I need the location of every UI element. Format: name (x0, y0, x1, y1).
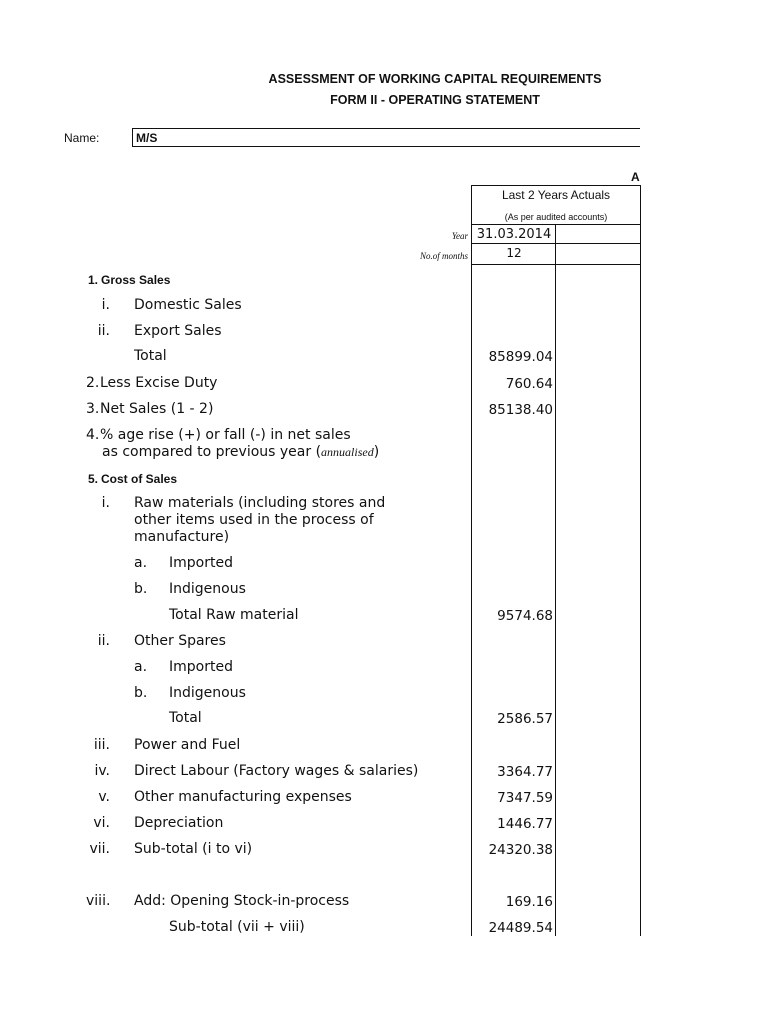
alpha-marker: b. (134, 581, 148, 597)
row-num: 1. (88, 273, 99, 287)
row-label: Other manufacturing expenses (134, 789, 352, 805)
annualised-note: annualised (321, 445, 374, 459)
row-label-part: as compared to previous year ( (102, 444, 322, 460)
column-letter: A (631, 170, 640, 184)
roman-numeral: vii. (89, 841, 110, 857)
row-label-continued (102, 444, 379, 460)
row-label: other items used in the process of (134, 512, 374, 528)
row-label: Indigenous (169, 685, 246, 701)
form-subtitle: FORM II - OPERATING STATEMENT (330, 93, 540, 107)
cell-value[interactable]: 9574.68 (497, 608, 553, 624)
column-subheader: (As per audited accounts) (504, 212, 608, 222)
cell-value[interactable]: 2586.57 (497, 711, 553, 727)
months-label: No.of months (419, 251, 468, 261)
row-label: manufacture) (134, 529, 230, 545)
alpha-marker: b. (134, 685, 148, 701)
name-value: M/S (136, 131, 158, 145)
cell-value[interactable]: 24320.38 (488, 842, 553, 858)
cell-value[interactable]: 85138.40 (488, 402, 553, 418)
name-field[interactable] (132, 128, 640, 147)
cell-value[interactable]: 169.16 (505, 894, 553, 910)
roman-numeral: viii. (86, 893, 111, 909)
row-label: Imported (169, 659, 233, 675)
row-label-part: ) (373, 444, 380, 460)
row-label: Depreciation (134, 815, 224, 831)
alpha-marker: a. (134, 555, 148, 571)
roman-numeral: ii. (97, 633, 110, 649)
grid-line-middle (555, 224, 556, 936)
row-label: Domestic Sales (134, 297, 242, 313)
row-label: Total (169, 710, 202, 726)
row-label: Sub-total (vii + viii) (169, 919, 305, 935)
cell-value[interactable]: 3364.77 (497, 764, 553, 780)
roman-numeral: vi. (93, 815, 110, 831)
row-label: % age rise (+) or fall (-) in net sales (100, 427, 351, 443)
roman-numeral: v. (98, 789, 110, 805)
roman-numeral: ii. (97, 323, 110, 339)
row-label: Imported (169, 555, 233, 571)
roman-numeral: i. (101, 297, 110, 313)
cell-value[interactable]: 760.64 (505, 376, 553, 392)
cell-value[interactable]: 85899.04 (488, 349, 553, 365)
roman-numeral: iii. (93, 737, 110, 753)
section-label: Gross Sales (101, 273, 171, 287)
row-label: Export Sales (134, 323, 222, 339)
roman-numeral: iv. (94, 763, 110, 779)
column-header: Last 2 Years Actuals (501, 188, 611, 202)
grid-line-right (640, 185, 641, 936)
alpha-marker: a. (134, 659, 148, 675)
row-num: 4. (86, 427, 100, 443)
grid-line-year (471, 224, 641, 225)
row-label: Add: Opening Stock-in-process (134, 893, 350, 909)
year-label: Year (451, 231, 468, 241)
months-value[interactable]: 12 (506, 246, 522, 260)
row-label: Total Raw material (169, 607, 299, 623)
form-title: ASSESSMENT OF WORKING CAPITAL REQUIREMENTS (268, 72, 602, 86)
year-value[interactable]: 31.03.2014 (476, 227, 552, 242)
row-num: 3. (86, 401, 100, 417)
row-label: Other Spares (134, 633, 226, 649)
row-num: 5. (88, 472, 99, 486)
grid-line-top (471, 185, 641, 186)
grid-line-months (471, 243, 641, 244)
row-label: Sub-total (i to vi) (134, 841, 253, 857)
row-label: Indigenous (169, 581, 246, 597)
row-num: 2. (86, 375, 100, 391)
name-label: Name: (64, 131, 100, 145)
cell-value[interactable]: 7347.59 (497, 790, 553, 806)
row-label: Power and Fuel (134, 737, 241, 753)
grid-line-header-bottom (471, 264, 641, 265)
row-label: Raw materials (including stores and (134, 495, 386, 511)
row-label: Total (134, 348, 167, 364)
cell-value[interactable]: 24489.54 (488, 920, 553, 936)
cell-value[interactable]: 1446.77 (497, 816, 553, 832)
section-label: Cost of Sales (101, 472, 178, 486)
row-label: Net Sales (1 - 2) (100, 401, 214, 417)
row-label: Less Excise Duty (100, 375, 218, 391)
row-label: Direct Labour (Factory wages & salaries) (134, 763, 419, 779)
roman-numeral: i. (101, 495, 110, 511)
